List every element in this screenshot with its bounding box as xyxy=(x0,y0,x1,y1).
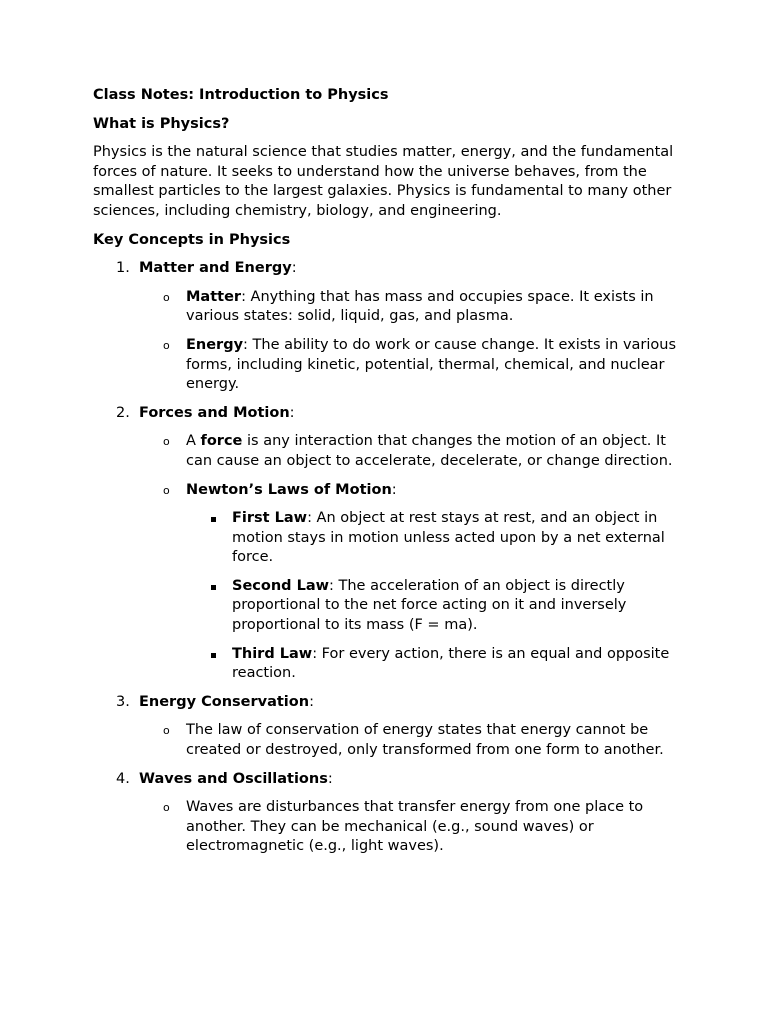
circle-bullet-icon: o xyxy=(163,290,170,304)
section-suffix: : xyxy=(289,404,295,421)
sub-bullet-second-law xyxy=(93,577,683,636)
definition-force: is any interaction that changes the motion of an object. It can cause an object to accelerate, decelerate, or change direction. xyxy=(186,433,673,469)
term-third-law: Third Law xyxy=(232,645,313,662)
bullet-item-newtons-laws xyxy=(93,481,683,501)
document-page xyxy=(93,86,683,866)
list-number: 1. xyxy=(116,260,130,277)
definition-energy: : The ability to do work or cause change. It exists in various forms, including kinetic, potential, thermal, chemical, and nuclear energy. xyxy=(186,336,677,393)
list-item-waves-and-oscillations xyxy=(93,770,683,790)
circle-bullet-icon: o xyxy=(163,483,170,497)
list-item-matter-and-energy xyxy=(93,259,683,279)
section-suffix: : xyxy=(327,770,333,787)
heading-key-concepts: Key Concepts in Physics xyxy=(93,231,291,248)
physics-definition-paragraph: Physics is the natural science that studies matter, energy, and the fundamental forces of nature. It seeks to understand how the universe behaves, from the smallest particles to the largest galaxies. Physics is fundamental to many other sciences, including chemistry, biology, and engineering. xyxy=(93,144,674,219)
section-label: Energy Conservation xyxy=(139,693,310,710)
sub-bullet-third-law xyxy=(93,645,683,684)
conservation-law-text: The law of conservation of energy states that energy cannot be created or destroyed, only transformed from one form to another. xyxy=(186,722,664,759)
list-number: 3. xyxy=(116,693,130,710)
term-matter: Matter xyxy=(186,288,242,305)
square-bullet-icon xyxy=(211,585,216,590)
list-number: 4. xyxy=(116,770,130,787)
list-number: 2. xyxy=(116,404,130,421)
definition-matter: : Anything that has mass and occupies space. It exists in various states: solid, liquid, gas, and plasma. xyxy=(186,288,654,325)
bullet-item-force xyxy=(93,432,683,471)
sub-bullet-first-law xyxy=(93,509,683,568)
bullet-item-energy xyxy=(93,336,683,395)
circle-bullet-icon: o xyxy=(163,338,170,352)
waves-text: Waves are disturbances that transfer energy from one place to another. They can be mechanical (e.g., sound waves) or electromagnetic (e.g., light waves). xyxy=(186,799,644,855)
section-label: Waves and Oscillations xyxy=(139,770,328,787)
list-item-energy-conservation xyxy=(93,693,683,713)
bullet-item-waves xyxy=(93,798,683,857)
term-second-law: Second Law xyxy=(232,577,330,594)
circle-bullet-icon: o xyxy=(163,435,170,449)
definition-first-law: : An object at rest stays at rest, and an object in motion stays in motion unless acted upon by a net external force. xyxy=(232,510,665,566)
heading-what-is-physics: What is Physics? xyxy=(93,115,230,132)
section-suffix: : xyxy=(309,693,314,710)
term-energy: Energy xyxy=(186,336,244,353)
newtons-laws-suffix: : xyxy=(391,481,397,498)
force-prefix: A xyxy=(186,433,201,450)
document-title: Class Notes: Introduction to Physics xyxy=(93,87,389,103)
term-first-law: First Law xyxy=(232,510,308,527)
circle-bullet-icon: o xyxy=(163,801,170,815)
section-label: Forces and Motion xyxy=(139,404,290,421)
term-newtons-laws: Newton’s Laws of Motion xyxy=(186,481,392,498)
square-bullet-icon xyxy=(211,653,216,658)
bullet-item-conservation-law xyxy=(93,721,683,760)
circle-bullet-icon: o xyxy=(163,724,170,738)
definition-second-law: : The acceleration of an object is directly proportional to the net force acting on it and inversely proportional to its mass (F = ma). xyxy=(232,577,627,634)
list-item-forces-and-motion xyxy=(93,404,683,424)
bullet-item-matter xyxy=(93,288,683,327)
square-bullet-icon xyxy=(211,517,216,522)
section-label: Matter and Energy xyxy=(139,260,292,277)
section-suffix: : xyxy=(291,260,297,277)
term-force: force xyxy=(200,433,243,450)
definition-third-law: : For every action, there is an equal and opposite reaction. xyxy=(232,645,670,682)
